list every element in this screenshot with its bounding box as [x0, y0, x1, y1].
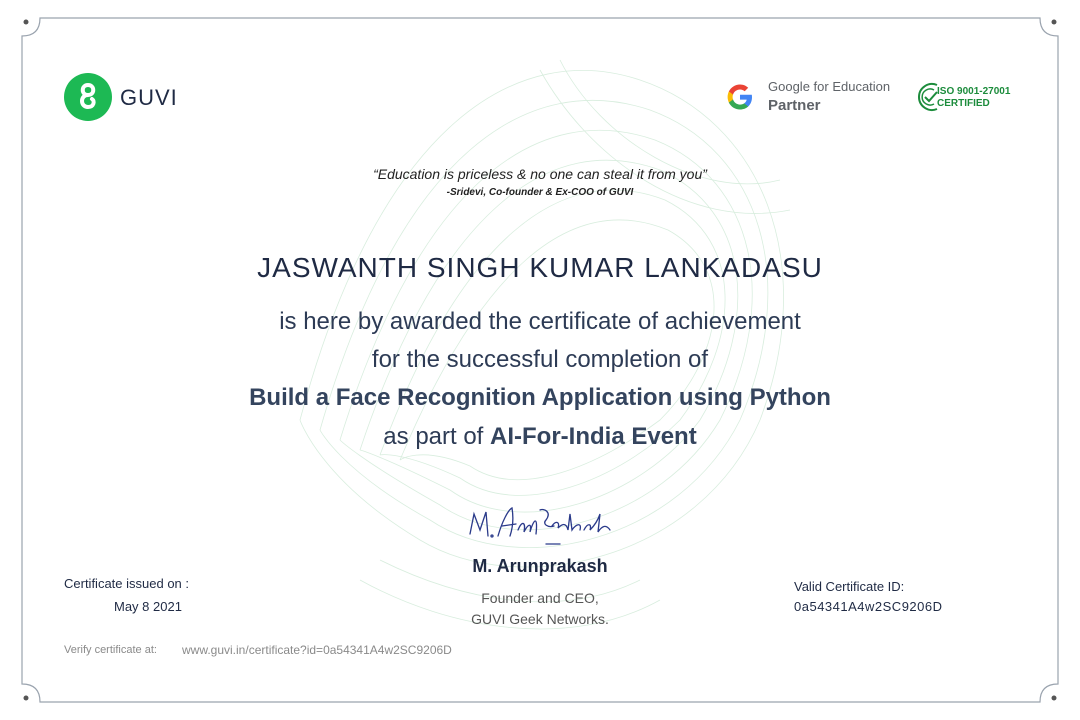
iso-line2: CERTIFIED: [937, 98, 990, 109]
issued-date: May 8 2021: [114, 599, 182, 614]
certificate-id: 0a54341A4w2SC9206D: [794, 599, 943, 614]
iso-line1: ISO 9001-27001: [937, 86, 1011, 97]
event-name: AI-For-India Event: [490, 423, 697, 450]
signature-image: [462, 500, 622, 552]
award-line-2: for the successful completion of: [371, 346, 709, 373]
event-line: [0, 423, 1080, 451]
recipient-name: JASWANTH SINGH KUMAR LANKADASU: [257, 252, 823, 283]
signatory-name: M. Arunprakash: [472, 556, 608, 576]
issued-label: Certificate issued on :: [64, 576, 190, 591]
guvi-logo-icon: [64, 73, 112, 121]
brand-name: GUVI: [120, 85, 178, 110]
google-partner-subtitle: Partner: [768, 97, 821, 114]
certificate-id-label: Valid Certificate ID:: [794, 579, 905, 594]
event-prefix: as part of: [383, 423, 491, 450]
quote-text: “Education is priceless & no one can steal it from you”: [373, 166, 707, 182]
google-partner-title: Google for Education: [768, 79, 891, 94]
signatory-role-2: GUVI Geek Networks.: [471, 611, 609, 627]
verify-label: Verify certificate at:: [64, 644, 157, 656]
google-g-icon: [724, 81, 756, 113]
course-title: Build a Face Recognition Application using Python: [249, 384, 831, 411]
award-line-1: is here by awarded the certificate of achievement: [279, 308, 801, 335]
verify-link[interactable]: www.guvi.in/certificate?id=0a54341A4w2SC9206D: [182, 643, 452, 657]
signatory-role-1: Founder and CEO,: [481, 590, 599, 606]
quote-author: -Sridevi, Co-founder & Ex-COO of GUVI: [446, 187, 634, 198]
